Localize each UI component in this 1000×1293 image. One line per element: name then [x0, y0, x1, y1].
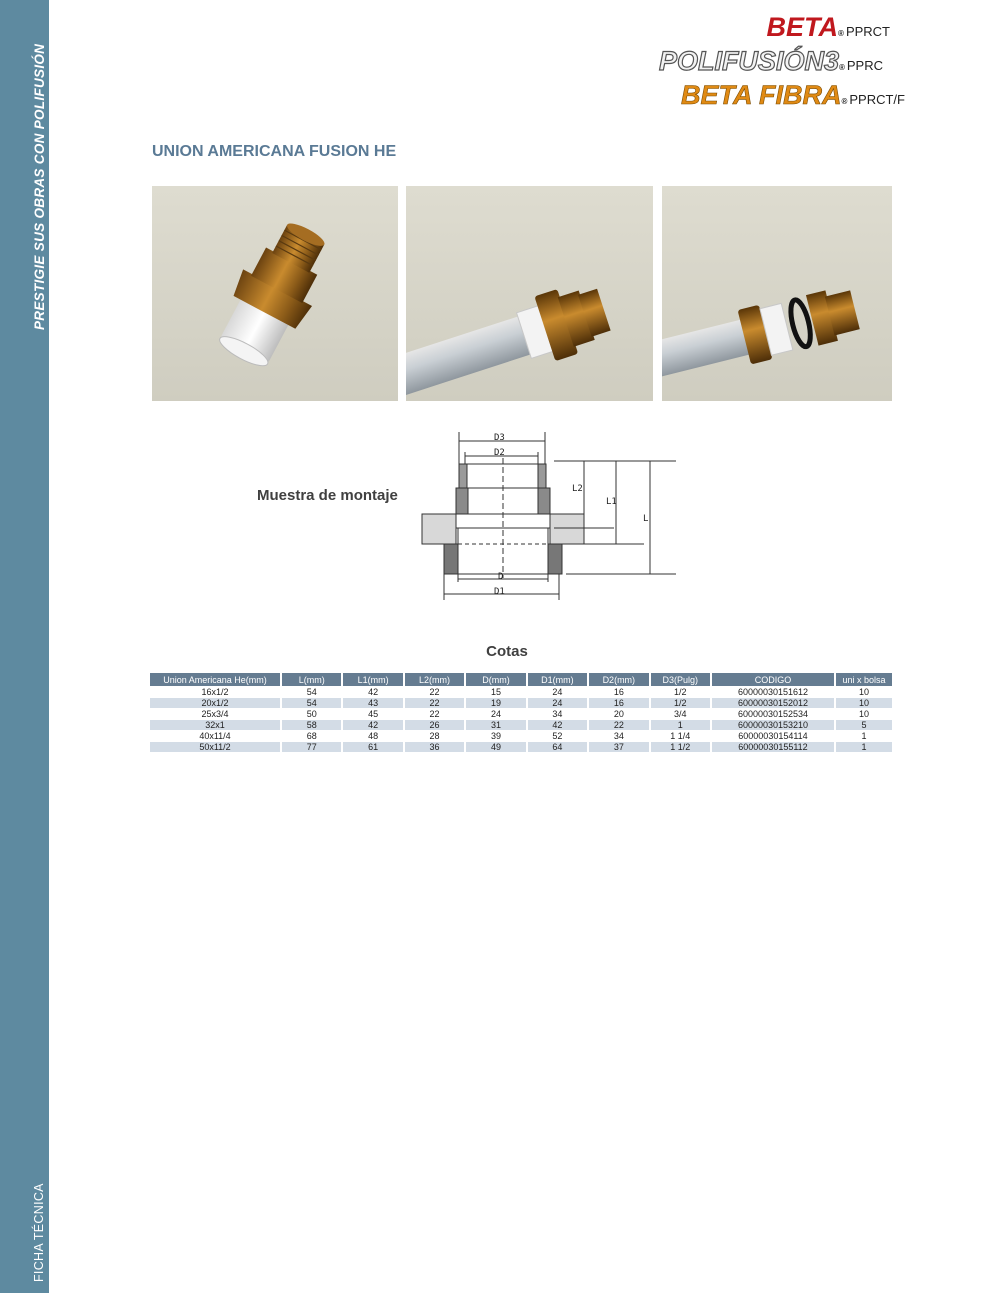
- table-cell: 61: [343, 742, 402, 752]
- table-cell: 1/2: [651, 698, 710, 708]
- brand-polifusion3: POLIFUSIÓN3® PPRC: [658, 46, 883, 76]
- table-cell: 1: [861, 731, 867, 741]
- table-cell: 42: [343, 720, 402, 730]
- table-cell: 1/2: [674, 687, 687, 697]
- table-cell: 22: [429, 687, 440, 697]
- table-cell: 68: [306, 731, 317, 741]
- brand-beta-fibra: BETA FIBRA® PPRCT/F: [680, 80, 905, 110]
- table-cell: 60000030154114: [738, 731, 808, 741]
- table-cell: 40x11/4: [199, 731, 231, 741]
- table-cell: 60000030153210: [712, 720, 834, 730]
- table-cell: 20: [613, 709, 624, 719]
- diagram-label-l: L: [643, 514, 649, 524]
- table-cell: 60000030151612: [737, 687, 809, 697]
- mounting-label: Muestra de montaje: [257, 487, 398, 504]
- table-row: [150, 709, 892, 719]
- brand-beta-name: BETA: [766, 12, 839, 42]
- table-cell: 49: [466, 742, 525, 752]
- table-cell: 10: [836, 698, 892, 708]
- table-cell: 60000030152534: [737, 709, 809, 719]
- table-header-row: [150, 673, 892, 686]
- product-photo-fitting: [152, 186, 398, 401]
- col-header-model: Union Americana He(mm): [150, 673, 280, 686]
- diagram-label-d1: D1: [494, 587, 505, 597]
- brand-polifusion3-suffix: PPRC: [846, 58, 883, 73]
- table-title-text: Cotas: [486, 643, 528, 660]
- table-cell: 58: [282, 720, 341, 730]
- product-photo-exploded: [662, 186, 892, 401]
- table-cell: 1: [651, 720, 710, 730]
- col-header-l1: L1(mm): [343, 673, 402, 686]
- table-cell: 60000030155112: [712, 742, 834, 752]
- col-header-d1: D1(mm): [528, 673, 587, 686]
- table-cell: 15: [490, 687, 501, 697]
- table-cell: 45: [368, 709, 379, 719]
- product-photo-installed: [406, 186, 653, 401]
- table-cell: 54: [282, 698, 341, 708]
- table-cell: 60000030152012: [712, 698, 834, 708]
- table-cell: 52: [552, 731, 563, 741]
- col-header-d2: D2(mm): [589, 673, 648, 686]
- table-cell: 10: [858, 709, 869, 719]
- diagram-label-d2: D2: [494, 448, 505, 458]
- table-cell: 1: [836, 742, 892, 752]
- diagram-label-l2: L2: [572, 484, 583, 494]
- table-cell: 54: [306, 687, 317, 697]
- table-cell: 50x11/2: [150, 742, 280, 752]
- table-cell: 16: [589, 698, 648, 708]
- sidebar-doc-type: FICHA TÉCNICA: [32, 1183, 46, 1282]
- col-header-units: uni x bolsa: [836, 673, 892, 686]
- table-cell: 22: [589, 720, 648, 730]
- brand-beta-fibra-suffix: PPRCT/F: [849, 92, 905, 107]
- table-cell: 34: [552, 709, 563, 719]
- table-cell: 42: [528, 720, 587, 730]
- col-header-d3: D3(Pulg): [651, 673, 710, 686]
- diagram-label-d: D: [498, 572, 504, 582]
- col-header-d: D(mm): [466, 673, 525, 686]
- table-cell: 24: [490, 709, 501, 719]
- table-cell: 50: [306, 709, 317, 719]
- table-cell: 26: [405, 720, 464, 730]
- col-header-l: L(mm): [282, 673, 341, 686]
- table-row: [150, 731, 892, 741]
- table-cell: 3/4: [674, 709, 687, 719]
- table-cell: 24: [528, 698, 587, 708]
- brand-beta-suffix: PPRCT: [845, 24, 890, 39]
- table-cell: 39: [490, 731, 501, 741]
- diagram-label-l1: L1: [606, 497, 617, 507]
- table-cell: 5: [836, 720, 892, 730]
- dimensions-table: [148, 672, 894, 753]
- col-header-codigo: CODIGO: [712, 673, 834, 686]
- table-cell: 20x1/2: [150, 698, 280, 708]
- table-cell: 37: [589, 742, 648, 752]
- table-cell: 22: [429, 709, 440, 719]
- brand-polifusion3-name: POLIFUSIÓN3: [658, 46, 839, 76]
- table-row: [150, 698, 892, 708]
- table-row: [150, 742, 892, 752]
- table-cell: 19: [466, 698, 525, 708]
- table-cell: 22: [405, 698, 464, 708]
- table-cell: 1 1/2: [651, 742, 710, 752]
- table-title: [0, 643, 1000, 660]
- table-cell: 31: [466, 720, 525, 730]
- brand-beta-fibra-name: BETA FIBRA: [680, 80, 842, 110]
- table-cell: 34: [613, 731, 624, 741]
- sidebar-slogan: PRESTIGIE SUS OBRAS CON POLIFUSIÓN: [32, 43, 47, 330]
- table-cell: 42: [368, 687, 379, 697]
- table-cell: 43: [343, 698, 402, 708]
- brand-beta: BETA® PPRCT: [766, 12, 890, 42]
- diagram-label-d3: D3: [494, 433, 505, 443]
- table-cell: 28: [429, 731, 440, 741]
- table-cell: 77: [282, 742, 341, 752]
- table-cell: 16: [613, 687, 624, 697]
- table-row: [150, 687, 892, 697]
- table-cell: 24: [552, 687, 563, 697]
- table-cell: 48: [368, 731, 379, 741]
- table-cell: 32x1: [150, 720, 280, 730]
- table-cell: 10: [858, 687, 869, 697]
- table-cell: 25x3/4: [201, 709, 229, 719]
- table-cell: 36: [405, 742, 464, 752]
- page-title: UNION AMERICANA FUSION HE: [152, 143, 397, 160]
- table-cell: 64: [528, 742, 587, 752]
- table-cell: 1 1/4: [670, 731, 691, 741]
- col-header-l2: L2(mm): [405, 673, 464, 686]
- dimension-diagram: [414, 428, 680, 603]
- table-cell: 16x1/2: [201, 687, 229, 697]
- table-row: [150, 720, 892, 730]
